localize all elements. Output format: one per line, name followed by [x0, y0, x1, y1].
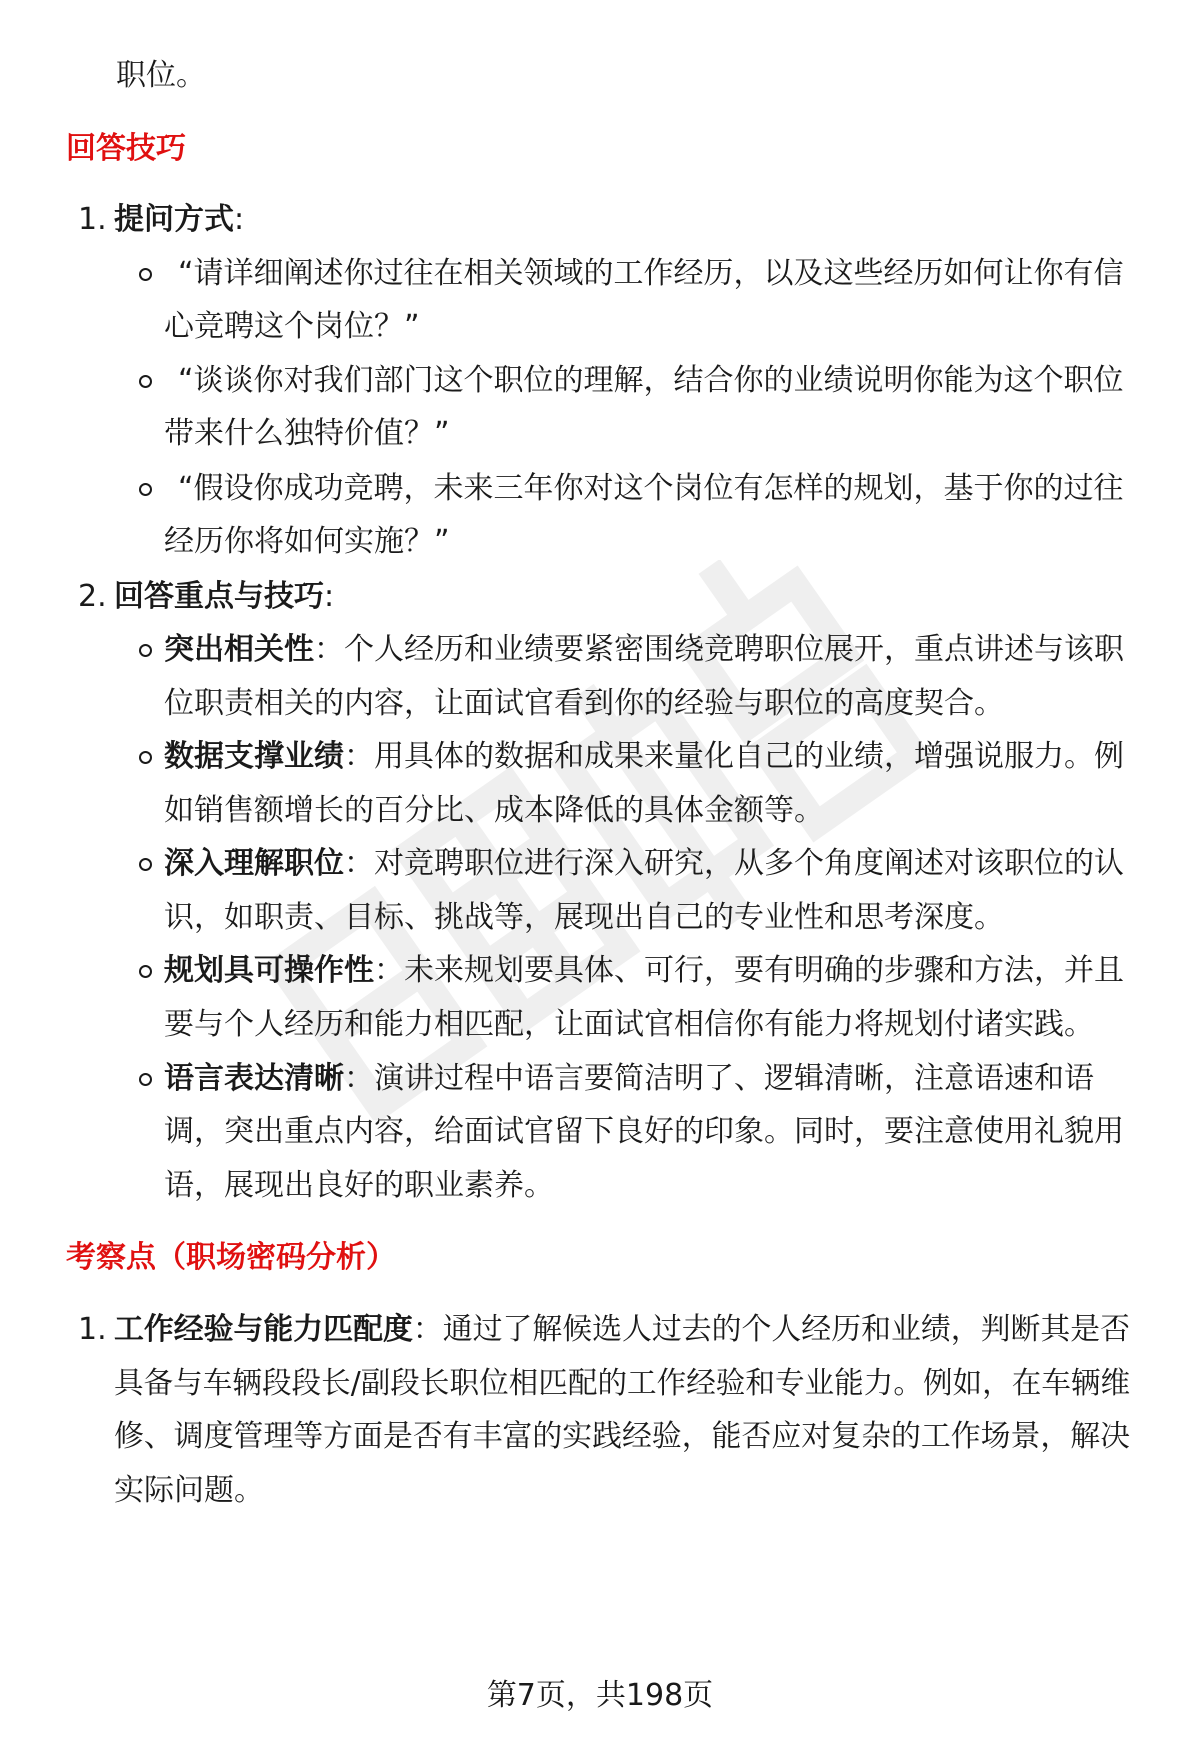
bullet-icon [139, 483, 152, 496]
question-line: 心竞聘这个岗位？” [164, 309, 420, 344]
tip-text: ：演讲过程中语言要简洁明了、逻辑清晰，注意语速和语 [344, 1061, 1094, 1096]
bullet-icon [139, 644, 152, 657]
tip-text: ：个人经历和业绩要紧密围绕竞聘职位展开，重点讲述与该职 [314, 632, 1124, 667]
list-number: 1. [78, 1312, 107, 1347]
list-item-label: 回答重点与技巧 [114, 579, 324, 614]
tip-line [164, 630, 1124, 670]
assessment-text: ：通过了解候选人过去的个人经历和业绩，判断其是否 [412, 1312, 1131, 1347]
bullet-icon [139, 268, 152, 281]
tip-text: ：对竞聘职位进行深入研究，从多个角度阐述对该职位的认 [344, 846, 1124, 881]
bullet-icon [139, 965, 152, 978]
tip-text: ：用具体的数据和成果来量化自己的业绩，增强说服力。例 [344, 739, 1124, 774]
tip-label: 突出相关性 [164, 632, 314, 667]
bullet-icon [139, 1073, 152, 1086]
tip-line [164, 951, 1124, 991]
tip-line: 调，突出重点内容，给面试官留下良好的印象。同时，要注意使用礼貌用 [164, 1114, 1124, 1149]
tip-line [164, 844, 1124, 884]
tip-line: 语，展现出良好的职业素养。 [164, 1168, 554, 1203]
section-heading-answer-tips: 回答技巧 [66, 131, 186, 166]
list-item-colon: : [324, 579, 335, 614]
tip-label: 语言表达清晰 [164, 1061, 344, 1096]
assessment-line: 实际问题。 [114, 1473, 264, 1508]
assessment-line: 具备与车辆段段长/副段长职位相匹配的工作经验和专业能力。例如，在车辆维 [114, 1366, 1131, 1401]
assessment-label: 工作经验与能力匹配度 [114, 1312, 413, 1347]
section-heading-assessment-points: 考察点（职场密码分析） [66, 1240, 396, 1275]
tip-line [164, 1059, 1094, 1099]
list-item-colon: : [234, 202, 245, 237]
list-number: 2. [78, 579, 107, 614]
list-number: 1. [78, 202, 107, 237]
continuation-text: 职位。 [116, 58, 206, 93]
tip-label: 规划具可操作性 [164, 953, 374, 988]
assessment-line [114, 1310, 1130, 1350]
bullet-icon [139, 375, 152, 388]
tip-line: 识，如职责、目标、挑战等，展现出自己的专业性和思考深度。 [164, 900, 1004, 935]
tip-label: 深入理解职位 [164, 846, 344, 881]
tip-line [164, 737, 1124, 777]
bullet-icon [139, 858, 152, 871]
assessment-line: 修、调度管理等方面是否有丰富的实践经验，能否应对复杂的工作场景，解决 [114, 1419, 1131, 1454]
list-item-title [114, 577, 334, 617]
tip-line: 位职责相关的内容，让面试官看到你的经验与职位的高度契合。 [164, 686, 1004, 721]
list-item-title [114, 200, 244, 240]
bullet-icon [139, 751, 152, 764]
tip-text: ：未来规划要具体、可行，要有明确的步骤和方法，并且 [374, 953, 1124, 988]
tip-line: 要与个人经历和能力相匹配，让面试官相信你有能力将规划付诸实践。 [164, 1007, 1094, 1042]
tip-line: 如销售额增长的百分比、成本降低的具体金额等。 [164, 793, 824, 828]
question-line: “假设你成功竞聘，未来三年你对这个岗位有怎样的规划，基于你的过往 [178, 471, 1124, 506]
question-line: “请详细阐述你过往在相关领域的工作经历，以及这些经历如何让你有信 [178, 256, 1124, 291]
question-line: 带来什么独特价值？” [164, 416, 450, 451]
question-line: 经历你将如何实施？” [164, 524, 450, 559]
tip-label: 数据支撑业绩 [164, 739, 344, 774]
question-line: “谈谈你对我们部门这个职位的理解，结合你的业绩说明你能为这个职位 [178, 363, 1124, 398]
list-item-label: 提问方式 [114, 202, 234, 237]
page-footer: 第7页，共198页 [486, 1678, 714, 1713]
